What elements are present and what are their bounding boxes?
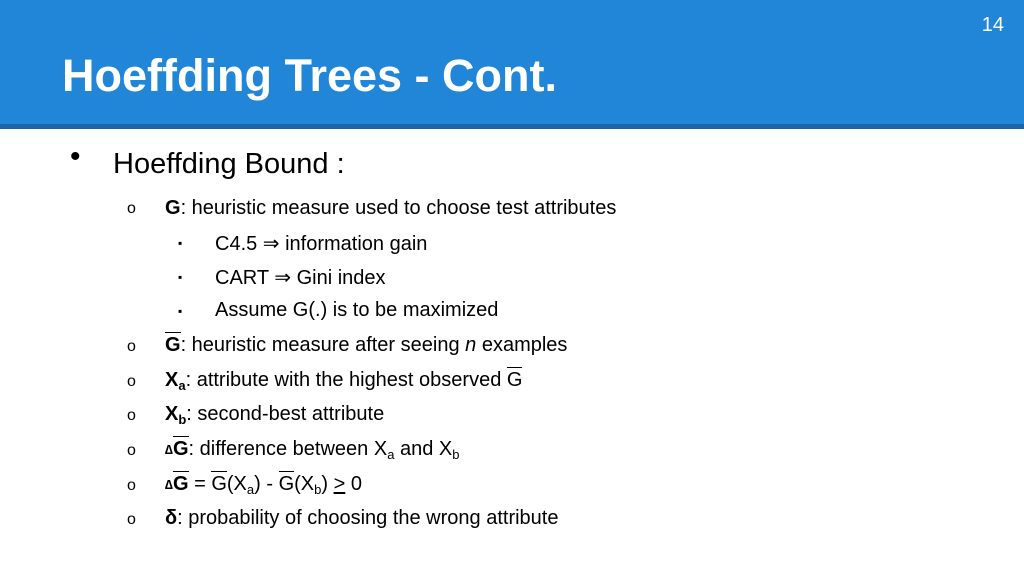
g-symbol: G xyxy=(165,197,181,219)
bullet-circle-icon: o xyxy=(127,200,136,217)
bullet-square-icon: ▪ xyxy=(178,236,183,250)
xa-text: : attribute with the highest observed xyxy=(185,369,507,391)
delta-symbol: δ xyxy=(165,507,178,529)
sub-item-maximize: Assume G(.) is to be maximized xyxy=(215,299,499,321)
eq-minus: ) - xyxy=(254,473,279,495)
eq-xb-open: (X xyxy=(294,473,315,495)
bullet-circle-icon: o xyxy=(127,442,136,459)
bullet-square-icon: ▪ xyxy=(178,304,183,318)
item-gbar-definition xyxy=(165,334,567,357)
eq-gbar-1: G xyxy=(211,473,227,495)
bullet-hoeffding-bound: Hoeffding Bound : xyxy=(113,148,345,180)
subscript-a: a xyxy=(387,447,395,462)
page-number: 14 xyxy=(981,14,1004,36)
xa-symbol: X xyxy=(165,369,179,391)
delta-icon: ∆ xyxy=(165,477,173,492)
item-xa-definition xyxy=(165,369,522,392)
xa-gbar: G xyxy=(506,369,523,391)
item-delta-g-definition xyxy=(165,438,459,461)
bullet-circle-icon: o xyxy=(127,477,136,494)
gbar-text: : heuristic measure after seeing xyxy=(180,334,466,356)
gbar-text-end: examples xyxy=(476,334,568,356)
item-g-definition xyxy=(165,197,616,220)
item-xb-definition xyxy=(165,403,384,426)
eq-delta-g-symbol: G xyxy=(172,473,189,495)
eq-sign: = xyxy=(188,473,212,495)
bullet-dot-icon: • xyxy=(70,140,81,173)
g-text: : heuristic measure used to choose test attributes xyxy=(180,197,617,219)
gbar-symbol: G xyxy=(165,334,181,356)
delta-icon: ∆ xyxy=(165,442,173,457)
geq-sign: > xyxy=(333,473,346,495)
xb-symbol: X xyxy=(165,403,179,425)
item-delta-definition xyxy=(165,507,558,530)
subscript-b: b xyxy=(452,447,460,462)
header-divider xyxy=(0,124,1024,129)
eq-zero: 0 xyxy=(345,473,362,495)
sub-item-c45: C4.5 ⇒ information gain xyxy=(215,233,428,255)
item-delta-g-equation xyxy=(165,473,362,496)
xa-subscript: a xyxy=(178,378,186,393)
eq-close: ) xyxy=(321,473,334,495)
xb-text: : second-best attribute xyxy=(186,403,385,425)
delta-text: : probability of choosing the wrong attribute xyxy=(177,507,559,529)
eq-subscript-a: a xyxy=(246,482,255,497)
bullet-circle-icon: o xyxy=(127,338,136,355)
delta-g-text: : difference between X xyxy=(188,438,388,460)
slide-title: Hoeffding Trees - Cont. xyxy=(62,50,557,101)
n-variable: n xyxy=(465,334,477,356)
eq-gbar-2: G xyxy=(278,473,295,495)
eq-subscript-b: b xyxy=(314,482,322,497)
bullet-circle-icon: o xyxy=(127,373,136,390)
and-text: and X xyxy=(394,438,453,460)
bullet-circle-icon: o xyxy=(127,511,136,528)
delta-g-symbol: G xyxy=(172,438,189,460)
sub-item-cart: CART ⇒ Gini index xyxy=(215,267,386,289)
bullet-square-icon: ▪ xyxy=(178,270,183,284)
eq-xa-open: (X xyxy=(226,473,247,495)
xb-subscript: b xyxy=(178,412,187,427)
bullet-circle-icon: o xyxy=(127,407,136,424)
